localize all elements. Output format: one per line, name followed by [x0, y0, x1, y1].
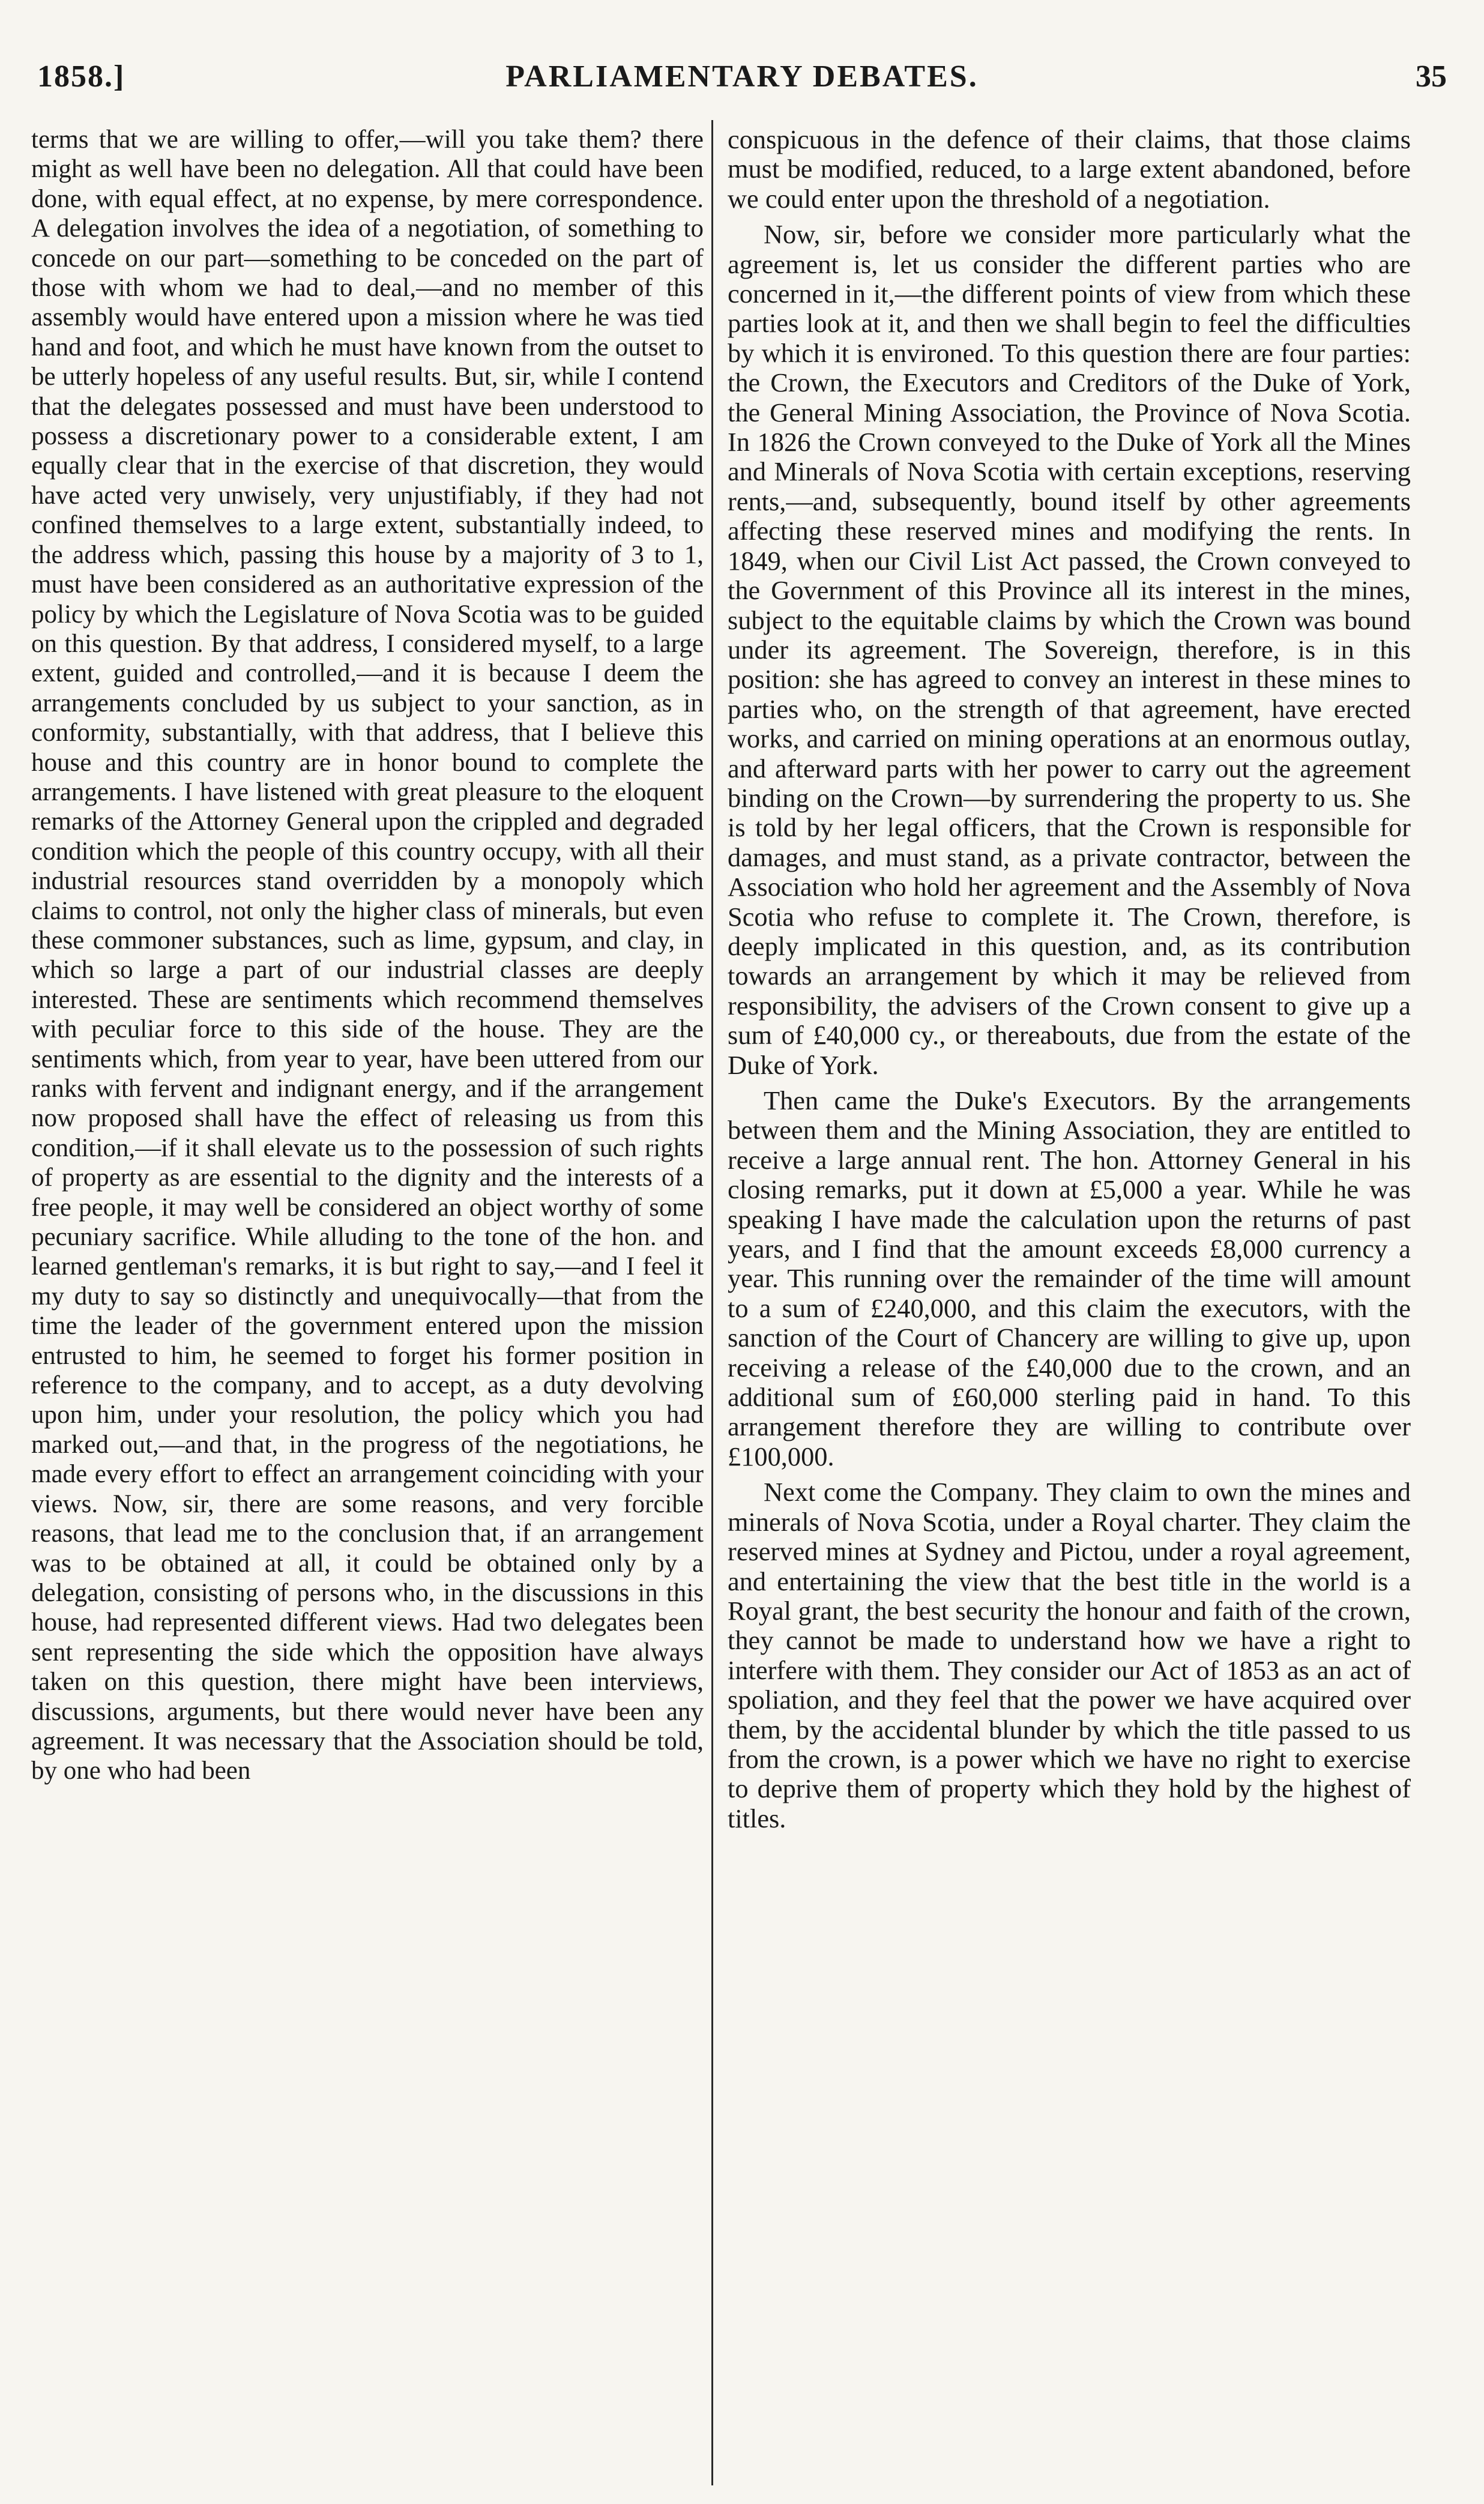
- page-header: [0, 42, 1484, 96]
- left-column: [31, 125, 704, 2484]
- right-paragraph-4: Next come the Company. They claim to own the mines and minerals of Nova Scotia, under a Royal charter. They claim the reserved mines at Sydney and Pictou, under a royal agreement, and entertaining the view that the best title in the world is a Royal grant, the best security the honour and faith of the crown, they cannot be made to understand how we have a right to interfere with them. They consider our Act of 1853 as an act of spoliation, and they feel that the power we have acquired over them, by the accidental blunder by which the title passed to us from the crown, is a power which we have no right to exercise to deprive them of property which they hold by the highest of titles.: [728, 1477, 1411, 1833]
- header-title: PARLIAMENTARY DEBATES.: [505, 59, 979, 94]
- right-paragraph-1: conspicuous in the defence of their claims, that those claims must be modified, reduced, to a large extent abandoned, before we could enter upon the threshold of a negotiation.: [728, 125, 1411, 214]
- right-paragraph-2: Now, sir, before we consider more particularly what the agreement is, let us consider the different parties who are concerned in it,—the different points of view from which these parties look at it, and then we shall begin to feel the difficulties by which it is environed. To this question there are four parties: the Crown, the Executors and Creditors of the Duke of York, the General Mining Association, the Province of Nova Scotia. In 1826 the Crown conveyed to the Duke of York all the Mines and Minerals of Nova Scotia with certain exceptions, reserving rents,—and, subsequently, bound itself by other agreements affecting these reserved mines and modifying the rents. In 1849, when our Civil List Act passed, the Crown conveyed to the Government of this Province all its interest in the mines, subject to the equitable claims by which the Crown was bound under its agreement. The Sovereign, therefore, is in this position: she has agreed to convey an interest in these mines to parties who, on the strength of that agreement, have erected works, and carried on mining operations at an enormous outlay, and afterward parts with her power to carry out the agreement binding on the Crown—by surrendering the property to us. She is told by her legal officers, that the Crown is responsible for damages, and must stand, as a private contractor, between the Association who hold her agreement and the Assembly of Nova Scotia who refuse to complete it. The Crown, therefore, is deeply implicated in this question, and, as its contribution towards an arrangement by which it may be relieved from responsibility, the advisers of the Crown consent to give up a sum of £40,000 cy., or thereabouts, due from the estate of the Duke of York.: [728, 219, 1411, 1080]
- left-paragraph-1: terms that we are willing to offer,—will you take them? there might as well have been no delegation. All that could have been done, with equal effect, at no expense, by mere correspondence. A delegation involves the idea of a negotiation, of something to concede on our part—something to be conceded on the part of those with whom we had to deal,—and no member of this assembly would have entered upon a mission where he was tied hand and foot, and which he must have known from the outset to be utterly hopeless of any useful results. But, sir, while I contend that the delegates possessed and must have been understood to possess a discretionary power to a considerable extent, I am equally clear that in the exercise of that discretion, they would have acted very unwisely, very unjustifiably, if they had not confined themselves to a large extent, substantially indeed, to the address which, passing this house by a majority of 3 to 1, must have been considered as an authoritative expression of the policy by which the Legislature of Nova Scotia was to be guided on this question. By that address, I considered myself, to a large extent, guided and controlled,—and it is because I deem the arrangements concluded by us subject to your sanction, as in conformity, substantially, with that address, that I believe this house and this country are in honor bound to complete the arrangements. I have listened with great pleasure to the eloquent remarks of the Attorney General upon the crippled and degraded condition which the people of this country occupy, with all their industrial resources stand overridden by a monopoly which claims to control, not only the higher class of minerals, but even these commoner substances, such as lime, gypsum, and clay, in which so large a part of our industrial classes are deeply interested. These are sentiments which recommend themselves with peculiar force to this side of the house. They are the sentiments which, from year to year, have been uttered from our ranks with fervent and indignant energy, and if the arrangement now proposed shall have the effect of releasing us from this condition,—if it shall elevate us to the possession of such rights of property as are essential to the dignity and the interests of a free people, it may well be considered an object worthy of some pecuniary sacrifice. While alluding to the tone of the hon. and learned gentleman's remarks, it is but right to say,—and I feel it my duty to say so distinctly and unequivocally—that from the time the leader of the government entered upon the mission entrusted to him, he seemed to forget his former position in reference to the company, and to accept, as a duty devolving upon him, under your resolution, the policy which you had marked out,—and that, in the progress of the negotiations, he made every effort to effect an arrangement coinciding with your views. Now, sir, there are some reasons, and very forcible reasons, that lead me to the conclusion that, if an arrangement was to be obtained at all, it could be obtained only by a delegation, consisting of persons who, in the discussions in this house, had represented different views. Had two delegates been sent representing the side which the opposition have always taken on this question, there might have been interviews, discussions, arguments, but there would never have been any agreement. It was necessary that the Association should be told, by one who had been: [31, 125, 704, 1785]
- right-paragraph-3: Then came the Duke's Executors. By the arrangements between them and the Mining Association, they are entitled to receive a large annual rent. The hon. Attorney General in his closing remarks, put it down at £5,000 a year. While he was speaking I have made the calculation upon the returns of past years, and I find that the amount exceeds £8,000 currency a year. This running over the remainder of the time will amount to a sum of £240,000, and this claim the executors, with the sanction of the Court of Chancery are willing to give up, upon receiving a release of the £40,000 due to the crown, and an additional sum of £60,000 sterling paid in hand. To this arrangement therefore they are willing to contribute over £100,000.: [728, 1085, 1411, 1471]
- header-year: 1858.]: [37, 59, 125, 94]
- column-divider: [711, 120, 713, 2485]
- header-page-number: 35: [1416, 59, 1447, 94]
- right-column: [728, 125, 1411, 2484]
